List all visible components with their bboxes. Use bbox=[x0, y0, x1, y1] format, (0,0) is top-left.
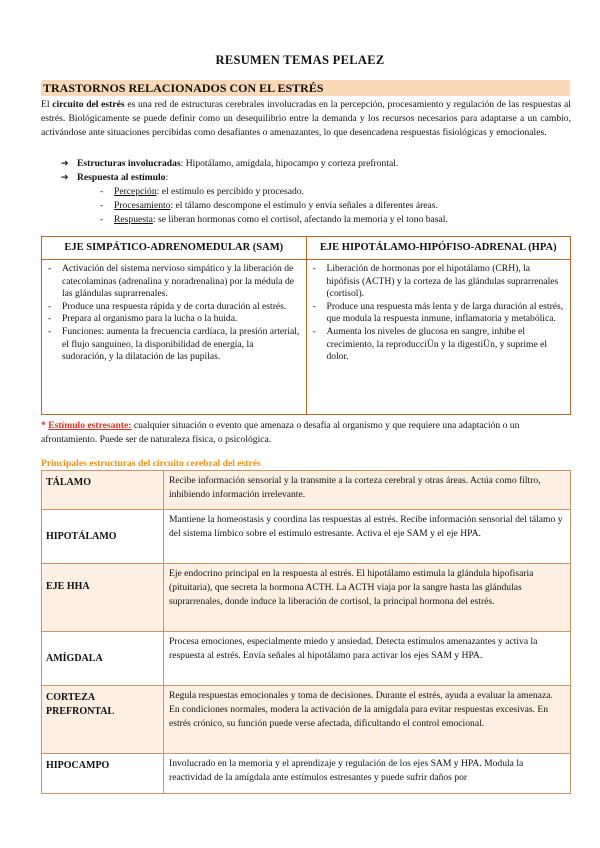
intro-text: es una red de estructuras cerebrales involucradas en la percepción, procesamiento y regulación de las respuestas al estrés. Biológicamente se puede definir como un desequilibrio entre la demanda y los recursos necesarios para adaptarse a un cambio, activándose ante situaciones percibidas como desafiantes o amenazantes, lo que desencadena respuestas fisiológicas y emocionales. bbox=[41, 99, 571, 138]
dash-marker: - bbox=[312, 325, 316, 337]
section-heading: TRASTORNOS RELACIONADOS CON EL ESTRÉS bbox=[41, 80, 570, 96]
intro-term: circuito del estrés bbox=[52, 99, 125, 110]
dash-marker: - bbox=[100, 214, 104, 225]
structure-name: EJE HHA bbox=[42, 564, 164, 632]
arrow-icon: ➔ bbox=[61, 173, 69, 183]
structure-name: HIPOCAMPO bbox=[42, 754, 164, 794]
structure-desc: Mantiene la homeostasis y coordina las respuestas al estrés. Recibe información sensorial del tálamo y del sistema límbico sobre el estímulo estresante. Activa el eje SAM y el eje HPA. bbox=[164, 510, 571, 564]
structure-desc: Recibe información sensorial y la transmite a la corteza cerebral y otras áreas. Actúa como filtro, inhibiendo información irrelevante. bbox=[164, 471, 571, 510]
table-row bbox=[42, 686, 571, 754]
list-item-text: Produce una respuesta más lenta y de larga duración al estrés, que modula la respuesta inmune, inflamatoria y metabólica. bbox=[326, 300, 564, 325]
table-row bbox=[42, 632, 571, 686]
table-row bbox=[42, 510, 571, 564]
sub-item-term: Percepción bbox=[114, 186, 157, 197]
dash-marker: - bbox=[48, 325, 52, 337]
structure-desc: Procesa emociones, especialmente miedo y ansiedad. Detecta estímulos amenazantes y activa la respuesta al estrés. Envía señales al hipotálamo para activar los ejes SAM y HPA. bbox=[164, 632, 571, 686]
stressor-note bbox=[41, 419, 571, 447]
response-sub-list bbox=[100, 185, 561, 227]
sub-item-content bbox=[114, 213, 448, 227]
hpa-list bbox=[313, 263, 565, 364]
bullet-response-content bbox=[77, 171, 168, 185]
bullet-response-text: : bbox=[165, 172, 169, 183]
structure-desc: Involucrado en la memoria y el aprendizaje y regulación de los ejes SAM y HPA. Modula la reactividad de la amígdala ante estímulos estresantes y puede sufrir daños por bbox=[164, 754, 571, 794]
list-item-text: Liberación de hormonas por el hipotálamo (CRH), la hipófisis (ACTH) y la corteza de las glándulas suprarrenales (cortisol). bbox=[326, 263, 559, 300]
note-term: Estímulo estresante: bbox=[48, 420, 132, 431]
table-row bbox=[42, 471, 571, 510]
bullet-structures bbox=[61, 157, 561, 171]
structure-name: CORTEZA PREFRONTAL bbox=[42, 686, 164, 754]
axes-header-row bbox=[42, 237, 571, 260]
sub-item-response bbox=[100, 213, 561, 227]
sam-list bbox=[48, 263, 300, 364]
dash-marker: - bbox=[312, 300, 316, 312]
axes-comparison-table bbox=[41, 236, 571, 415]
list-item-text: Prepara al organismo para la lucha o la huida. bbox=[62, 313, 238, 325]
structures-heading: Principales estructuras del circuito cerebral del estrés bbox=[41, 458, 261, 469]
arrow-icon: ➔ bbox=[61, 159, 69, 169]
bullet-structures-content bbox=[77, 157, 398, 171]
structures-table bbox=[41, 470, 571, 794]
list-item bbox=[313, 301, 565, 326]
sub-item-text: : se liberan hormonas como el cortisol, afectando la memoria y el tono basal. bbox=[152, 214, 448, 225]
hpa-header: EJE HIPOTÁLAMO-HIPÓFISO-ADRENAL (HPA) bbox=[306, 237, 571, 260]
table-row bbox=[42, 754, 571, 794]
list-item-text: Produce una respuesta rápida y de corta duración al estrés. bbox=[62, 300, 287, 312]
sub-item-term: Procesamiento bbox=[114, 200, 171, 211]
sub-item-text: : el estímulo es percibido y procesado. bbox=[156, 186, 304, 197]
list-item-text: Activación del sistema nervioso simpático y la liberación de catecolaminas (adrenalina y noradrenalina) por la médula de las glándulas suprarrenales. bbox=[62, 263, 295, 300]
intro-prefix: El bbox=[41, 99, 53, 110]
document-title: RESUMEN TEMAS PELAEZ bbox=[215, 53, 385, 67]
list-item bbox=[313, 326, 565, 364]
structure-desc: Regula respuestas emocionales y toma de decisiones. Durante el estrés, ayuda a evaluar la amenaza. En condiciones normales, modera la activación de la amígdala para evitar respuestas excesivas. En estrés crónico, su función puede verse afectada, dificultando el control emocional. bbox=[164, 686, 571, 754]
dash-marker: - bbox=[48, 300, 52, 312]
bullet-list bbox=[61, 157, 561, 227]
bullet-structures-text: : Hipotálamo, amígdala, hipocampo y corteza prefrontal. bbox=[180, 158, 399, 169]
list-item bbox=[48, 301, 300, 314]
sub-item-term: Respuesta bbox=[114, 214, 153, 225]
table-row bbox=[42, 564, 571, 632]
dash-marker: - bbox=[100, 200, 104, 211]
sub-item-perception bbox=[100, 185, 561, 199]
bullet-response-label: Respuesta al estímulo bbox=[77, 172, 166, 183]
structure-name: TÁLAMO bbox=[42, 471, 164, 510]
sub-item-processing bbox=[100, 199, 561, 213]
structure-name: HIPOTÁLAMO bbox=[42, 510, 164, 564]
dash-marker: - bbox=[48, 313, 52, 325]
note-text: cualquier situación o evento que amenaza o desafía al organismo y que requiere una adaptación o un afrontamiento. Puede ser de naturaleza física, o psicológica. bbox=[41, 420, 520, 445]
bullet-structures-label: Estructuras involucradas bbox=[77, 158, 181, 169]
sub-item-text: : el tálamo descompone el estímulo y envía señales a diferentes áreas. bbox=[170, 200, 438, 211]
sam-header: EJE SIMPÁTICO-ADRENOMEDULAR (SAM) bbox=[42, 237, 307, 260]
dash-marker: - bbox=[48, 263, 52, 274]
intro-paragraph bbox=[41, 98, 571, 140]
list-item bbox=[48, 313, 300, 326]
list-item bbox=[313, 263, 565, 301]
structure-desc: Eje endocrino principal en la respuesta al estrés. El hipotálamo estimula la glándula hipofisaria (pituitaria), que secreta la hormona ACTH. La ACTH viaja por la sangre hasta las glándulas suprarrenales, donde induce la liberación de cortisol, la principal hormona del estrés. bbox=[164, 564, 571, 632]
list-item bbox=[48, 326, 300, 364]
hpa-cell bbox=[306, 260, 571, 415]
bullet-response bbox=[61, 171, 561, 185]
list-item-text: Aumenta los niveles de glucosa en sangre, inhibe el crecimiento, la reproducciÜn y la digestiÜn, y suprime el dolor. bbox=[326, 325, 548, 363]
axes-content-row bbox=[42, 260, 571, 415]
sam-cell bbox=[42, 260, 307, 415]
list-item-text: Funciones: aumenta la frecuencia cardíaca, la presión arterial, el flujo sanguíneo, la disponibilidad de energía, la sudoración, y la dilatación de las pupilas. bbox=[62, 325, 300, 363]
structure-name: AMÍGDALA bbox=[42, 632, 164, 686]
list-item bbox=[48, 263, 300, 301]
dash-marker: - bbox=[312, 263, 316, 274]
note-star: * bbox=[41, 420, 46, 431]
sub-item-content bbox=[114, 185, 304, 199]
dash-marker: - bbox=[100, 186, 104, 197]
sub-item-content bbox=[114, 199, 438, 213]
